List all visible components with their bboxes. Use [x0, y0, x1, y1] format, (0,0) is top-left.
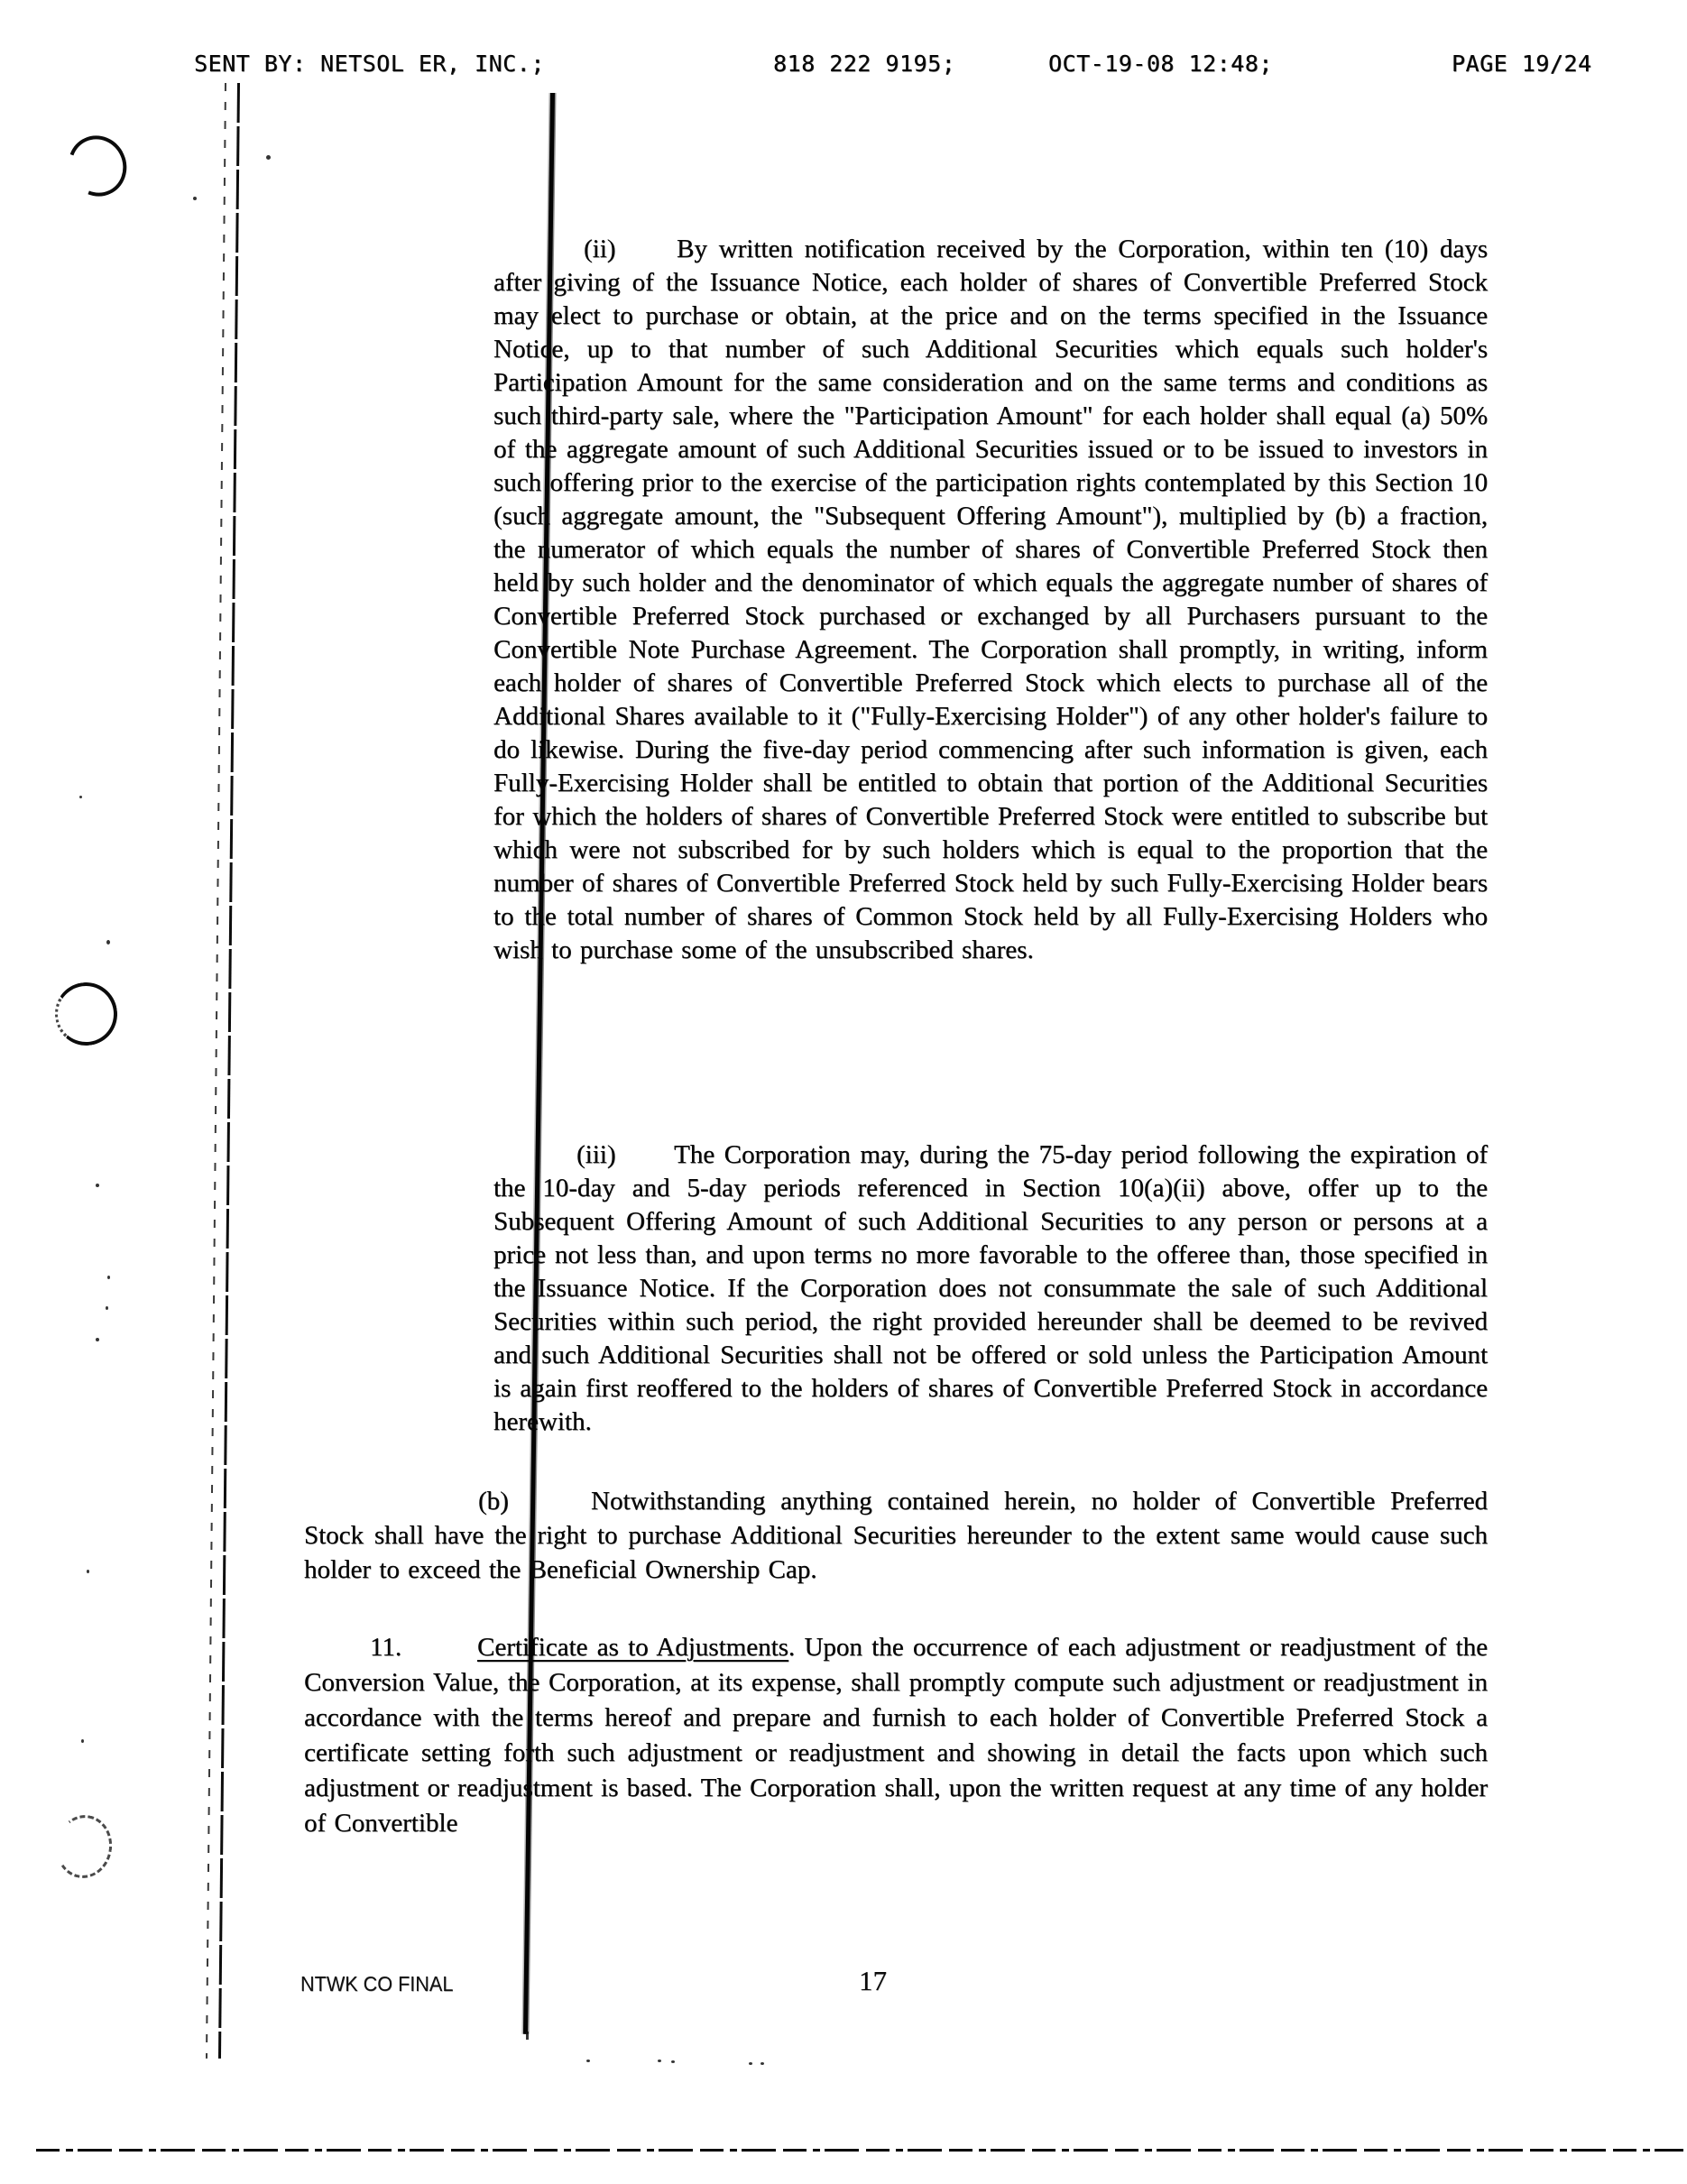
punch-hole-mark-middle: [51, 979, 121, 1050]
page-number: 17: [859, 1965, 887, 1996]
toner-speck: [106, 940, 110, 945]
toner-speck: [761, 2062, 764, 2065]
fax-page-indicator: PAGE 19/24: [1452, 51, 1592, 77]
toner-speck: [658, 2060, 661, 2062]
section-11-title-underlined: Certificate as to Adjustments: [477, 1633, 788, 1662]
toner-speck: [586, 2060, 590, 2062]
paragraph-b-label: (b): [478, 1487, 509, 1516]
fax-sender-label: SENT BY: NETSOL ER, INC.;: [194, 51, 545, 77]
toner-speck: [81, 1739, 84, 1743]
toner-speck: [671, 2060, 675, 2063]
toner-speck: [266, 155, 271, 160]
toner-speck: [526, 2032, 529, 2040]
toner-speck: [106, 1306, 108, 1310]
paragraph-b: [304, 1484, 1488, 1587]
toner-speck: [193, 197, 197, 200]
paragraph-ii-text: By written notification received by the Corporation, within ten (10) days after giving of the Issuance Notice, each holder of shares of Convertible Preferred Stock may elect to purchase or obtain, at the price and on the terms specified in the Issuance Notice, up to that number of such Additional Securities which equals such holder's Participation Amount for the same consideration and on the same terms and conditions as such third-party sale, where the "Participation Amount" for each holder shall equal (a) 50% of the aggregate amount of such Additional Securities issued or to be issued to investors in such offering prior to the exercise of the participation rights contemplated by this Section 10 (such aggregate amount, the "Subsequent Offering Amount"), multiplied by (b) a fraction, the numerator of which equals the number of shares of Convertible Preferred Stock then held by such holder and the denominator of which equals the aggregate number of shares of Convertible Preferred Stock purchased or exchanged by all Purchasers pursuant to the Convertible Note Purchase Agreement. The Corporation shall promptly, in writing, inform each holder of shares of Convertible Preferred Stock which elects to purchase all of the Additional Shares available to it ("Fully-Exercising Holder") of any other holder's failure to do likewise. During the five-day period commencing after such information is given, each Fully-Exercising Holder shall be entitled to obtain that portion of the Additional Securities for which the holders of shares of Convertible Preferred Stock were entitled to subscribe but which were not subscribed for by such holders which is equal to the proportion that the number of shares of Convertible Preferred Stock held by such Fully-Exercising Holder bears to the total number of shares of Common Stock held by all Fully-Exercising Holders who wish to purchase some of the unsubscribed shares.: [493, 235, 1488, 964]
toner-speck: [96, 1184, 99, 1187]
toner-speck: [107, 1276, 110, 1279]
footer-doc-id: NTWK CO FINAL: [300, 1972, 454, 1995]
page-bottom-separator: [36, 2149, 1683, 2152]
paragraph-b-text: Notwithstanding anything contained herein, no holder of Convertible Preferred Stock shall have the right to purchase Additional Securities hereunder to the extent same would cause such holder to exceed the Beneficial Ownership Cap.: [304, 1487, 1488, 1584]
paragraph-ii: [493, 233, 1488, 967]
paragraph-iii-label: (iii): [576, 1140, 616, 1169]
paragraph-iii-text: The Corporation may, during the 75-day period following the expiration of the 10-day and 5-day periods referenced in Section 10(a)(ii) above, offer up to the Subsequent Offering Amount of such Additional Securities to any person or persons at a price not less than, and upon terms no more favorable to the offeree than, those specified in the Issuance Notice. If the Corporation does not consummate the sale of such Additional Securities within such period, the right provided hereunder shall be deemed to be revived and such Additional Securities shall not be offered or sold unless the Participation Amount is again first reoffered to the holders of shares of Convertible Preferred Stock in accordance herewith.: [493, 1140, 1488, 1436]
fax-number-label: 818 222 9195;: [773, 51, 956, 77]
section-11-label: 11.: [370, 1633, 402, 1662]
punch-hole-mark-bottom: [51, 1811, 116, 1883]
punch-hole-mark-top: [59, 126, 136, 206]
toner-speck: [96, 1338, 99, 1341]
toner-speck: [87, 1570, 89, 1573]
section-11: [304, 1630, 1488, 1841]
section-11-text: . Upon the occurrence of each adjustment or readjustment of the Conversion Value, the Corporation, at its expense, shall promptly compute such adjustment or readjustment in accordance with the terms hereof and prepare and furnish to each holder of Convertible Preferred Stock a certificate setting forth such adjustment or readjustment and showing in detail the facts upon which such adjustment or readjustment is based. The Corporation shall, upon the written request at any time of any holder of Convertible: [304, 1633, 1488, 1838]
paragraph-iii: [493, 1138, 1488, 1439]
fax-timestamp-label: OCT-19-08 12:48;: [1048, 51, 1273, 77]
toner-speck: [79, 796, 82, 798]
paragraph-ii-label: (ii): [584, 235, 616, 263]
toner-speck: [749, 2062, 752, 2065]
